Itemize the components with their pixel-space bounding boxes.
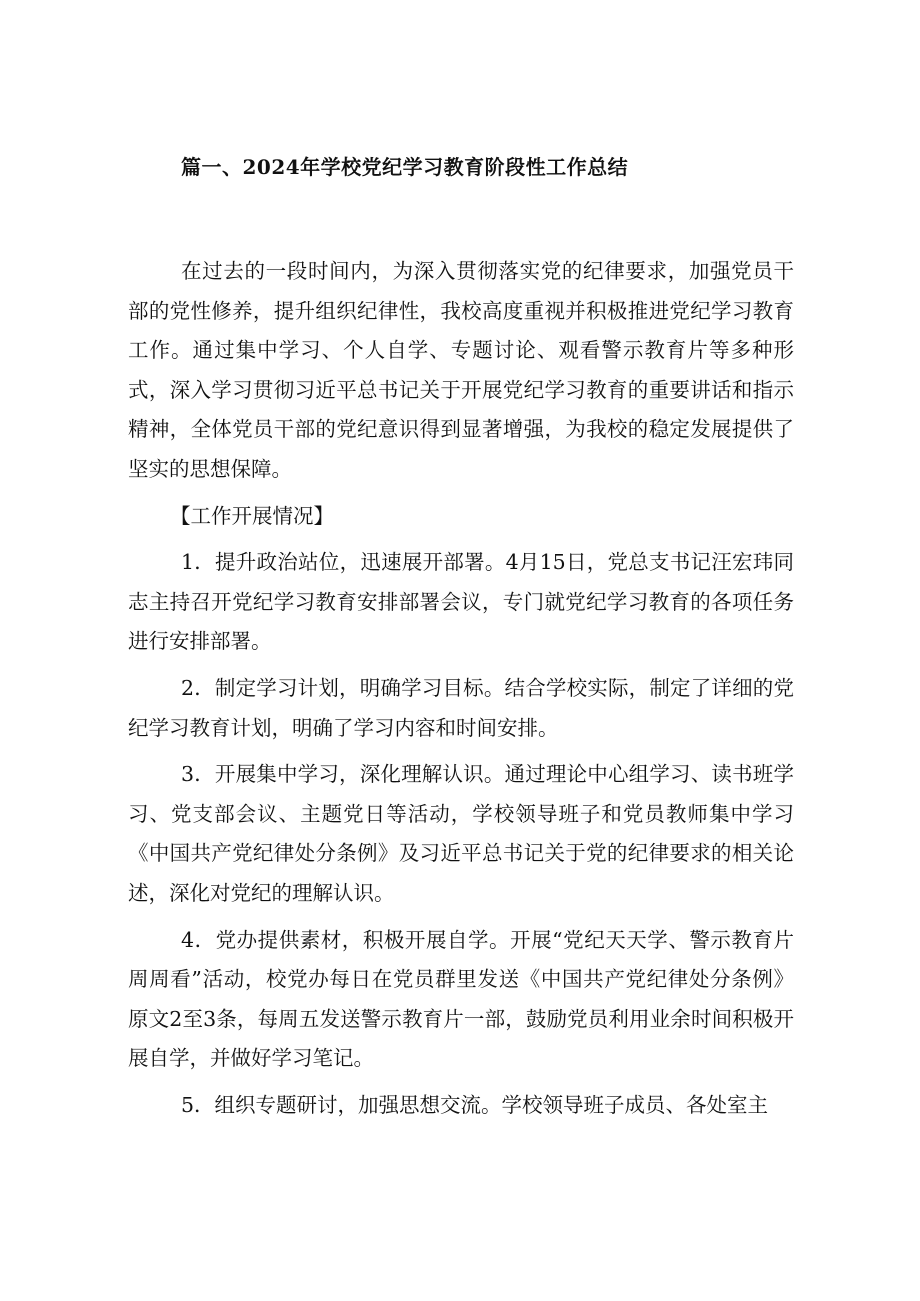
list-item-2: 2．制定学习计划，明确学习目标。结合学校实际，制定了详细的党纪学习教育计划，明确了学习内容和时间安排。 [128,675,794,740]
list-item-1: 1．提升政治站位，迅速展开部署。4月15日，党总支书记汪宏玮同志主持召开党纪学习教育安排部署会议，专门就党纪学习教育的各项任务进行安排部署。 [128,550,794,654]
list-item-4: 4．党办提供素材，积极开展自学。开展“党纪天天学、警示教育片周周看”活动，校党办每日在党员群里发送《中国共产党纪律处分条例》原文2至3条，每周五发送警示教育片一部，鼓励党员利用业余时间积极开展自学，并做好学习笔记。 [128,927,794,1071]
section-heading: 【工作开展情况】 [170,503,334,528]
intro-paragraph: 在过去的一段时间内，为深入贯彻落实党的纪律要求，加强党员干部的党性修养，提升组织纪律性，我校高度重视并积极推进党纪学习教育工作。通过集中学习、个人自学、专题讨论、观看警示教育片等多种形式，深入学习贯彻习近平总书记关于开展党纪学习教育的重要讲话和指示精神，全体党员干部的党纪意识得到显著增强，为我校的稳定发展提供了坚实的思想保障。 [128,259,794,481]
list-item-5: 5．组织专题研讨，加强思想交流。学校领导班子成员、各处室主 [181,1092,769,1117]
document-body [128,252,794,1132]
list-item-3: 3．开展集中学习，深化理解认识。通过理论中心组学习、读书班学习、党支部会议、主题党日等活动，学校领导班子和党员教师集中学习《中国共产党纪律处分条例》及习近平总书记关于党的纪律要求的相关论述，深化对党纪的理解认识。 [128,762,794,905]
document-title: 篇一、2024年学校党纪学习教育阶段性工作总结 [181,155,629,179]
